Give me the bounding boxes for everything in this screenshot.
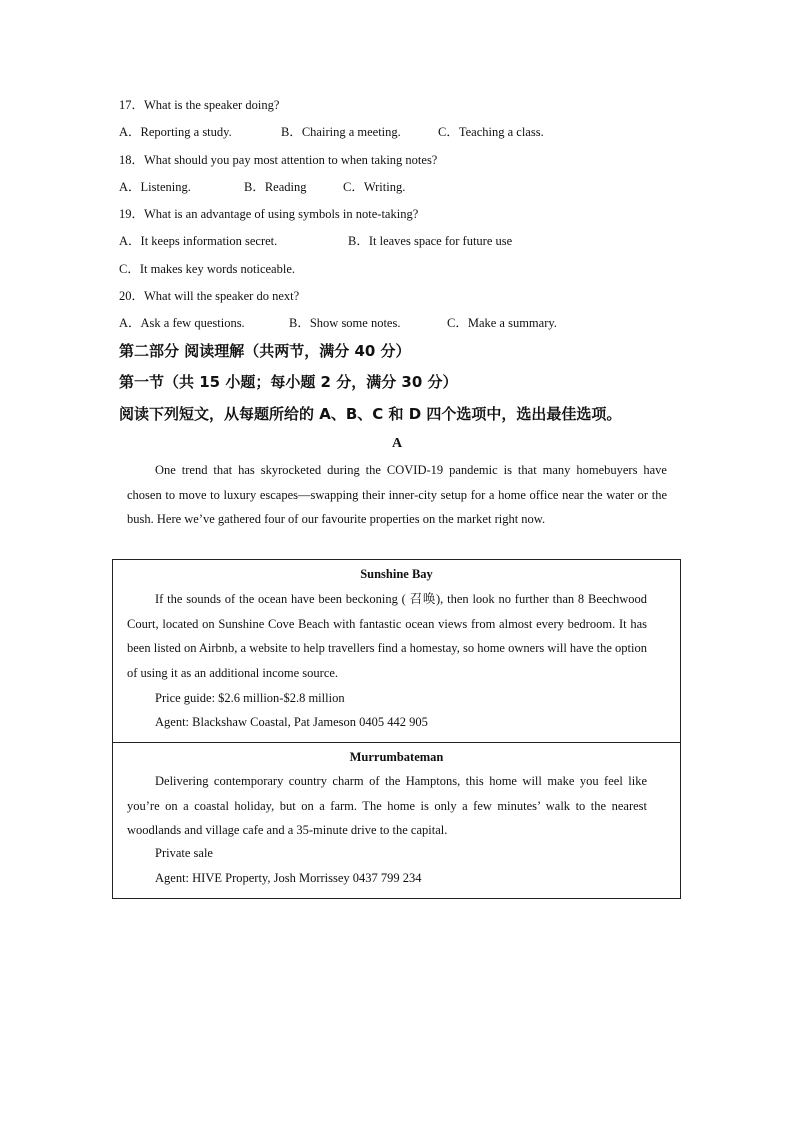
question-17-option-c: C．Teaching a class. bbox=[438, 125, 544, 139]
listing-price: Price guide: $2.6 million-$2.8 million bbox=[155, 691, 345, 705]
question-17-option-b: B．Chairing a meeting. bbox=[281, 125, 401, 139]
question-18-option-a: A．Listening. bbox=[119, 180, 191, 194]
listing-description: If the sounds of the ocean have been beckoning ( 召唤), then look no further than 8 Beechwood Court, located on Sunshine Cove Beach with fantastic ocean views from almost every bedroom. It has been listed on Airbnb, a website to help travellers find a homestay, so home owners will have the option of using it as an additional income source. bbox=[127, 592, 647, 680]
question-18-option-c: C．Writing. bbox=[343, 180, 406, 194]
listing-title: Sunshine Bay bbox=[360, 567, 433, 581]
passage-label: A bbox=[391, 436, 403, 451]
listing-description: Delivering contemporary country charm of the Hamptons, this home will make you feel like you’re on a coastal holiday, but on a farm. The home is only a few minutes’ walk to the nearest woodlands and village cafe and a 35-minute drive to the capital. bbox=[127, 774, 647, 837]
question-20-option-a: A．Ask a few questions. bbox=[119, 316, 245, 330]
question-17-stem: 17．What is the speaker doing? bbox=[119, 98, 280, 112]
listing-title: Murrumbateman bbox=[349, 750, 444, 764]
instruction-text: 阅读下列短文，从每题所给的 A、B、C 和 D 四个选项中，选出最佳选项。 bbox=[119, 405, 622, 423]
question-19-stem: 19．What is an advantage of using symbols in note-taking? bbox=[119, 207, 419, 221]
part-two-heading: 第二部分 阅读理解（共两节，满分 40 分） bbox=[119, 342, 411, 360]
question-20-option-c: C．Make a summary. bbox=[447, 316, 557, 330]
question-17-option-a: A．Reporting a study. bbox=[119, 125, 232, 139]
listing-agent: Agent: HIVE Property, Josh Morrissey 0437 799 234 bbox=[155, 871, 422, 885]
question-18-option-b: B．Reading bbox=[244, 180, 307, 194]
question-20-option-b: B．Show some notes. bbox=[289, 316, 401, 330]
listing-agent: Agent: Blackshaw Coastal, Pat Jameson 0405 442 905 bbox=[155, 715, 428, 729]
question-19-option-a: A．It keeps information secret. bbox=[119, 234, 278, 248]
question-20-stem: 20．What will the speaker do next? bbox=[119, 289, 300, 303]
listing-box-murrumbateman bbox=[112, 742, 681, 899]
question-18-stem: 18．What should you pay most attention to when taking notes? bbox=[119, 153, 438, 167]
listing-price: Private sale bbox=[155, 846, 213, 860]
listing-box-sunshine-bay bbox=[112, 559, 681, 743]
question-19-option-c: C．It makes key words noticeable. bbox=[119, 262, 295, 276]
section-one-heading: 第一节（共 15 小题；每小题 2 分，满分 30 分） bbox=[119, 373, 458, 391]
passage-intro: One trend that has skyrocketed during the COVID-19 pandemic is that many homebuyers have chosen to move to luxury escapes—swapping their inner-city setup for a home office near the water or the bush. Here we’ve gathered four of our favourite properties on the market right now. bbox=[127, 463, 667, 526]
question-19-option-b: B．It leaves space for future use bbox=[348, 234, 513, 248]
